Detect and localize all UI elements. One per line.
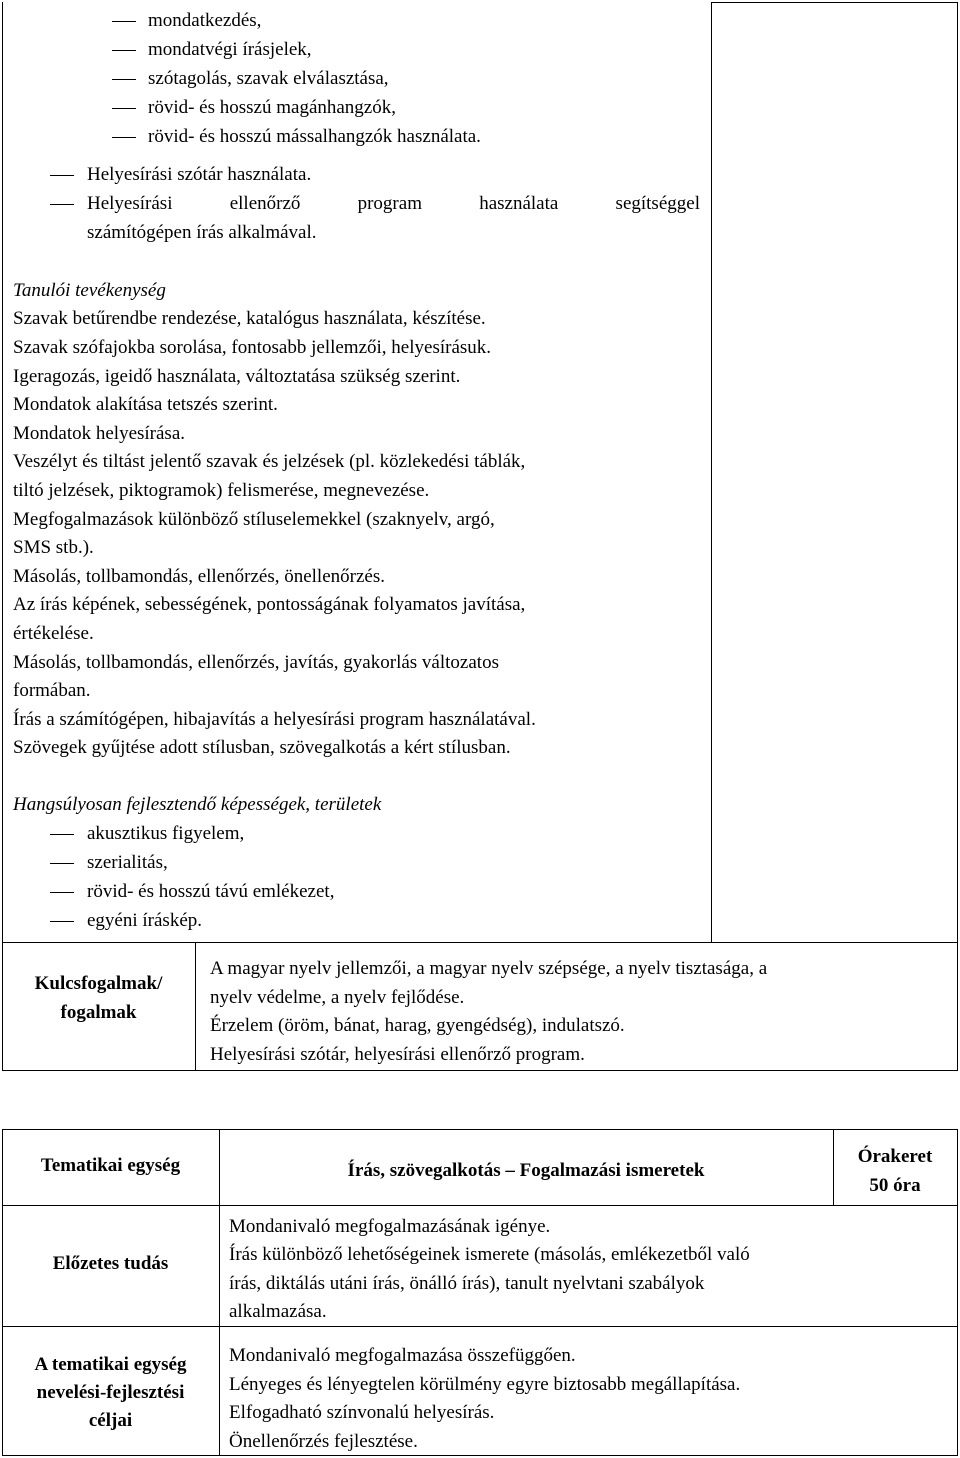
list-item: szótagolás, szavak elválasztása, <box>148 68 389 89</box>
paragraph-line: A magyar nyelv jellemzői, a magyar nyelv szépsége, a nyelv tisztasága, a <box>210 958 768 979</box>
paragraph-line: alkalmazása. <box>229 1301 327 1322</box>
paragraph-line: Mondanivaló megfogalmazásának igénye. <box>229 1216 551 1237</box>
paragraph-line: Veszélyt és tiltást jelentő szavak és jelzések (pl. közlekedési táblák, <box>13 451 526 472</box>
paragraph-line: Megfogalmazások különböző stíluselemekkel (szaknyelv, argó, <box>13 509 495 530</box>
paragraph-line: Önellenőrzés fejlesztése. <box>229 1431 418 1452</box>
paragraph-line: Írás különböző lehetőségeinek ismerete (másolás, emlékezetből való <box>229 1244 750 1265</box>
activity-heading: Tanulói tevékenység <box>13 280 166 301</box>
paragraph-line: nyelv védelme, a nyelv fejlődése. <box>210 987 465 1008</box>
unit-header-label: Tematikai egység <box>40 1155 181 1176</box>
paragraph-line: SMS stb.). <box>13 537 94 558</box>
table1-right-border <box>957 2 958 1071</box>
table2-top-border <box>2 1129 958 1130</box>
unit-header-title: Írás, szövegalkotás – Fogalmazási ismeretek <box>347 1160 705 1181</box>
paragraph-line: Érzelem (öröm, bánat, harag, gyengédség), indulatszó. <box>210 1015 625 1036</box>
list-item-continuation: számítógépen írás alkalmával. <box>87 222 317 243</box>
paragraph-line: Mondanivaló megfogalmazása összefüggően. <box>229 1345 576 1366</box>
word: Helyesírási <box>87 193 173 214</box>
paragraph-line: Mondatok alakítása tetszés szerint. <box>13 394 278 415</box>
key-concepts-label <box>2 969 195 1027</box>
paragraph-line: Másolás, tollbamondás, ellenőrzés, javítás, gyakorlás változatos <box>13 652 499 673</box>
paragraph-line: értékelése. <box>13 623 94 644</box>
dash-icon <box>112 79 136 80</box>
paragraph-line: Helyesírási szótár, helyesírási ellenőrző program. <box>210 1044 585 1065</box>
list-item: rövid- és hosszú mássalhangzók használata. <box>148 126 481 147</box>
paragraph-line: Igeragozás, igeidő használata, változtatása szükség szerint. <box>13 366 461 387</box>
dash-icon <box>50 204 74 205</box>
dash-icon <box>50 921 74 922</box>
paragraph-line: Elfogadható színvonalú helyesírás. <box>229 1402 495 1423</box>
table2-right-border <box>957 1129 958 1456</box>
paragraph-line: Lényeges és lényegtelen körülmény egyre biztosabb megállapítása. <box>229 1374 741 1395</box>
list-item: mondatvégi írásjelek, <box>148 39 312 60</box>
label-line: céljai <box>88 1410 133 1431</box>
table2-row1-divider <box>2 1205 958 1206</box>
list-item: szerialitás, <box>87 852 168 873</box>
paragraph-line: Szövegek gyűjtése adott stílusban, szövegalkotás a kért stílusban. <box>13 737 511 758</box>
paragraph-line: Mondatok helyesírása. <box>13 423 186 444</box>
list-item: mondatkezdés, <box>148 10 262 31</box>
paragraph-line: Másolás, tollbamondás, ellenőrzés, önellenőrzés. <box>13 566 385 587</box>
dash-icon <box>50 834 74 835</box>
table1-middle-border <box>711 2 712 942</box>
list-item: egyéni íráskép. <box>87 910 203 931</box>
word: ellenőrző <box>229 193 301 214</box>
table1-key-divider <box>195 942 196 1071</box>
paragraph-line: Szavak betűrendbe rendezése, katalógus használata, készítése. <box>13 308 486 329</box>
prior-knowledge-label: Előzetes tudás <box>52 1253 169 1274</box>
dash-icon <box>50 863 74 864</box>
table1-row-divider <box>2 942 958 943</box>
dash-icon <box>50 175 74 176</box>
list-item: rövid- és hosszú magánhangzók, <box>148 97 396 118</box>
label-line: Kulcsfogalmak/ <box>34 973 163 994</box>
paragraph-line: Szavak szófajokba sorolása, fontosabb jellemzői, helyesírásuk. <box>13 337 492 358</box>
goals-label <box>2 1351 219 1435</box>
word: segítséggel <box>615 193 700 214</box>
paragraph-line: Írás a számítógépen, hibajavítás a helyesírási program használatával. <box>13 709 536 730</box>
label-line: nevelési-fejlesztési <box>36 1382 185 1403</box>
table2-bottom-border <box>2 1455 958 1456</box>
table1-bottom-border <box>2 1070 958 1071</box>
dash-icon <box>112 108 136 109</box>
table1-left-border <box>2 2 3 1071</box>
dash-icon <box>112 21 136 22</box>
word: használata <box>479 193 559 214</box>
paragraph-line: tiltó jelzések, piktogramok) felismerése, megnevezése. <box>13 480 430 501</box>
list-item: Helyesírási szótár használata. <box>87 164 312 185</box>
word: program <box>357 193 422 214</box>
table2-row2-divider <box>2 1326 958 1327</box>
list-item: rövid- és hosszú távú emlékezet, <box>87 881 335 902</box>
skills-heading: Hangsúlyosan fejlesztendő képességek, területek <box>13 794 382 815</box>
label-line: A tematikai egység <box>34 1354 187 1375</box>
dash-icon <box>50 892 74 893</box>
paragraph-line: formában. <box>13 680 91 701</box>
paragraph-line: Az írás képének, sebességének, pontosságának folyamatos javítása, <box>13 594 526 615</box>
hours-box <box>833 1142 957 1200</box>
table1-top-border <box>711 2 958 3</box>
dash-icon <box>112 50 136 51</box>
label-line: fogalmak <box>60 1002 137 1023</box>
hours-label: Órakeret <box>857 1146 933 1167</box>
list-item-justified <box>87 193 700 215</box>
dash-icon <box>112 137 136 138</box>
hours-value: 50 óra <box>869 1175 921 1196</box>
list-item: akusztikus figyelem, <box>87 823 245 844</box>
paragraph-line: írás, diktálás utáni írás, önálló írás), tanult nyelvtani szabályok <box>229 1273 705 1294</box>
